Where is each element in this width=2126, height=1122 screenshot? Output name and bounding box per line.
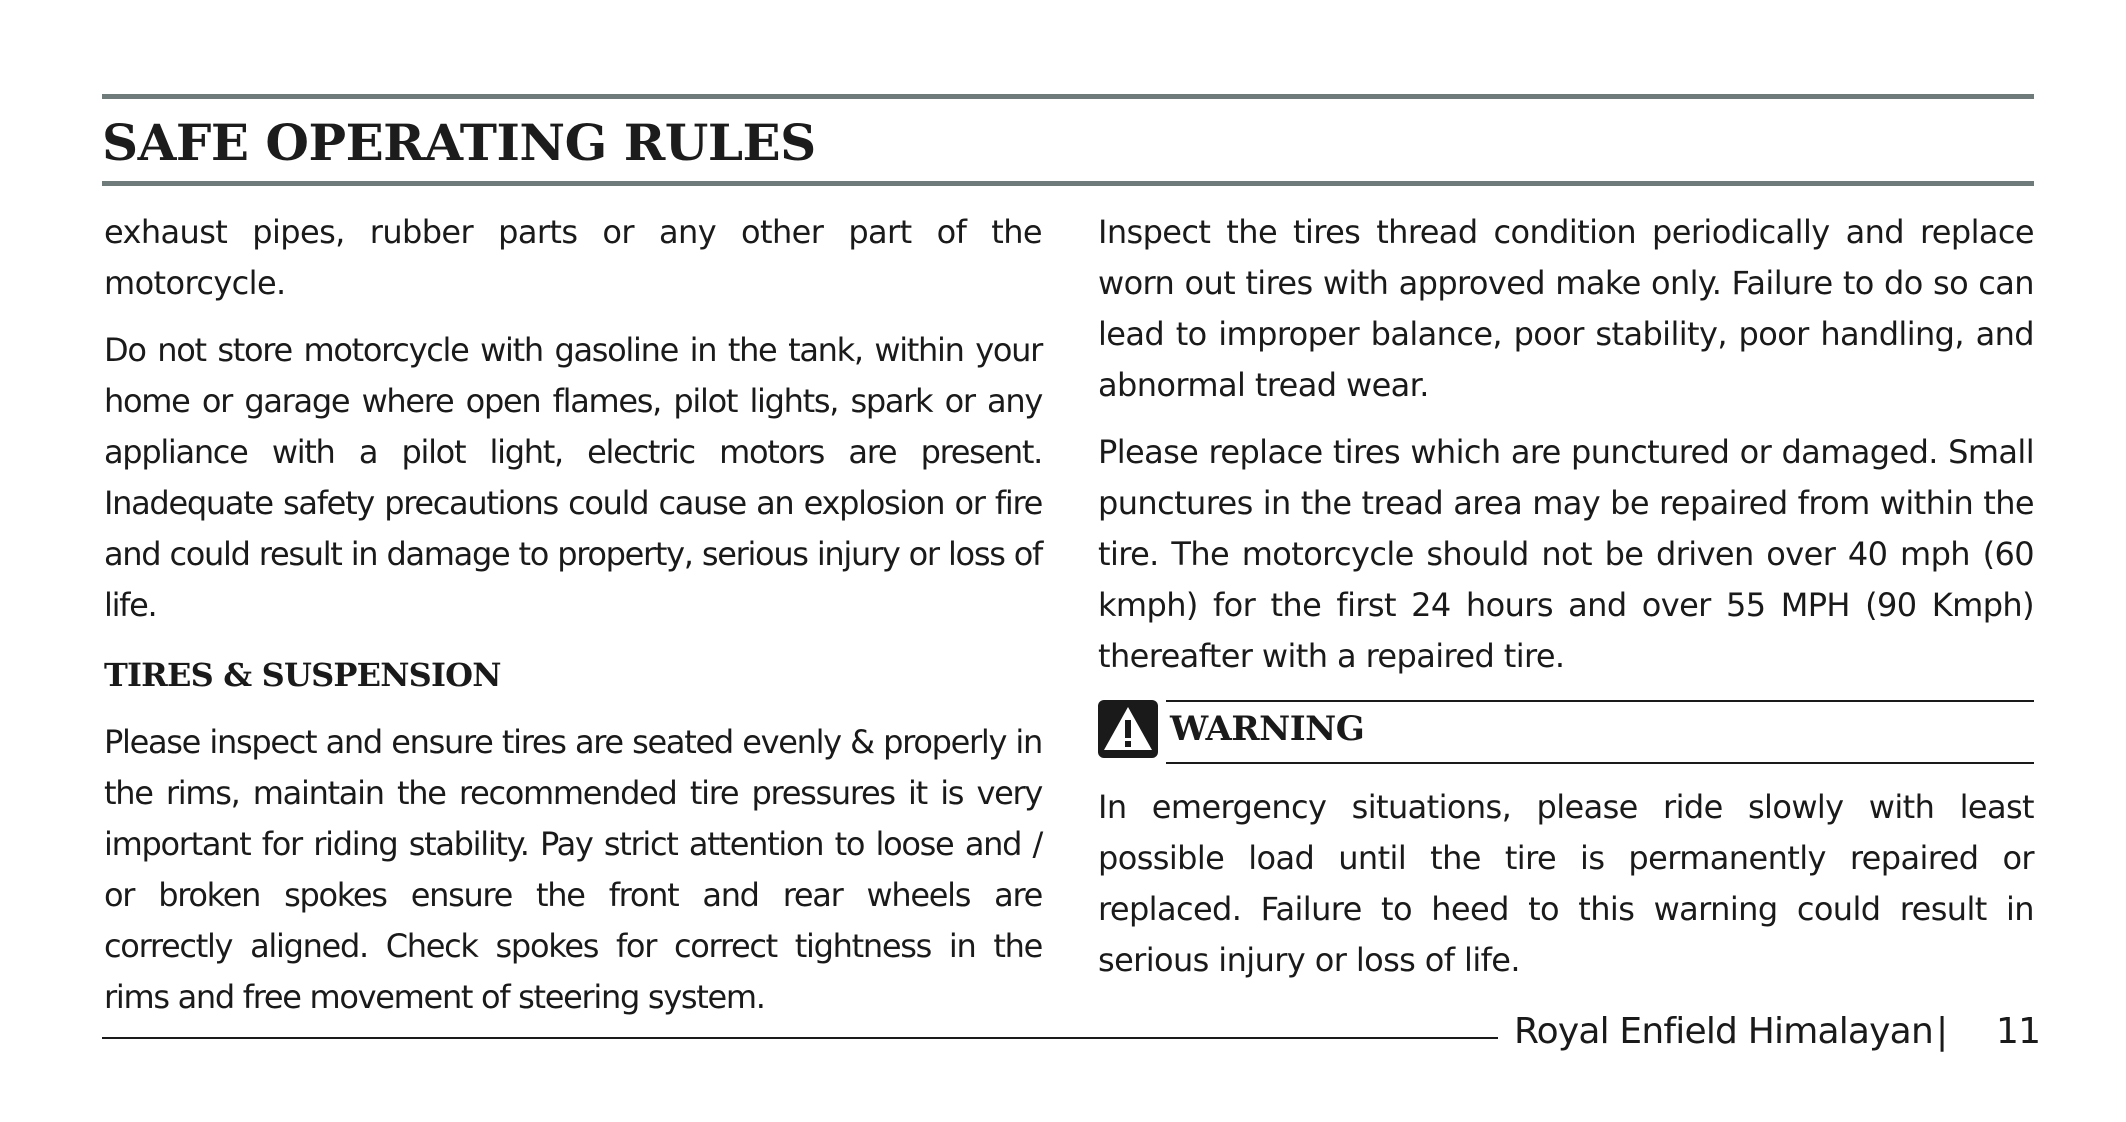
page-title: SAFE OPERATING RULES xyxy=(102,113,816,172)
footer-separator: | xyxy=(1936,1011,1948,1052)
paragraph-gasoline-storage: Do not store motorcycle with gasoline in the tank, within your home or garage where open flames, pilot lights, spark or any appliance with a pilot light, electric motors are present. Inadequate safety precautions could cause an explosion or fire and could result in damage to property, serious injury or loss of life. xyxy=(104,331,1042,624)
header-bottom-rule xyxy=(102,181,2034,186)
footer-title: Royal Enfield Himalayan xyxy=(1514,1011,1933,1052)
warning-bottom-rule xyxy=(1166,762,2034,764)
footer-rule xyxy=(102,1037,1498,1039)
subheading-tires-suspension: TIRES & SUSPENSION xyxy=(104,656,501,694)
page-number: 11 xyxy=(1996,1011,2041,1052)
right-column xyxy=(1098,207,2034,1002)
paragraph-tire-inspection: Please inspect and ensure tires are seated evenly & properly in the rims, maintain the recommended tire pressures it is very important for riding stability. Pay strict attention to loose and / or broken spokes ensure the front and rear wheels are correctly aligned. Check spokes for correct tightness in the rims and free movement of steering system. xyxy=(104,723,1042,1016)
paragraph-tread-condition: Inspect the tires thread condition periodically and replace worn out tires with approved make only. Failure to do so can lead to improper balance, poor stability, poor handling, and abnormal tread wear. xyxy=(1098,213,2034,404)
warning-text: In emergency situations, please ride slowly with least possible load until the tire is permanently repaired or replaced. Failure to heed to this warning could result in serious injury or loss of life. xyxy=(1098,788,2034,979)
warning-top-rule xyxy=(1166,700,2034,702)
warning-triangle-icon xyxy=(1098,700,1158,758)
left-column xyxy=(104,207,1042,1039)
paragraph-exhaust: exhaust pipes, rubber parts or any other part of the motorcycle. xyxy=(104,213,1042,302)
warning-header xyxy=(1098,698,2034,770)
warning-title: WARNING xyxy=(1170,709,1365,749)
header-top-rule xyxy=(102,94,2034,99)
paragraph-punctures: Please replace tires which are punctured or damaged. Small punctures in the tread area may be repaired from within the tire. The motorcycle should not be driven over 40 mph (60 kmph) for the first 24 hours and over 55 MPH (90 Kmph) thereafter with a repaired tire. xyxy=(1098,433,2034,675)
